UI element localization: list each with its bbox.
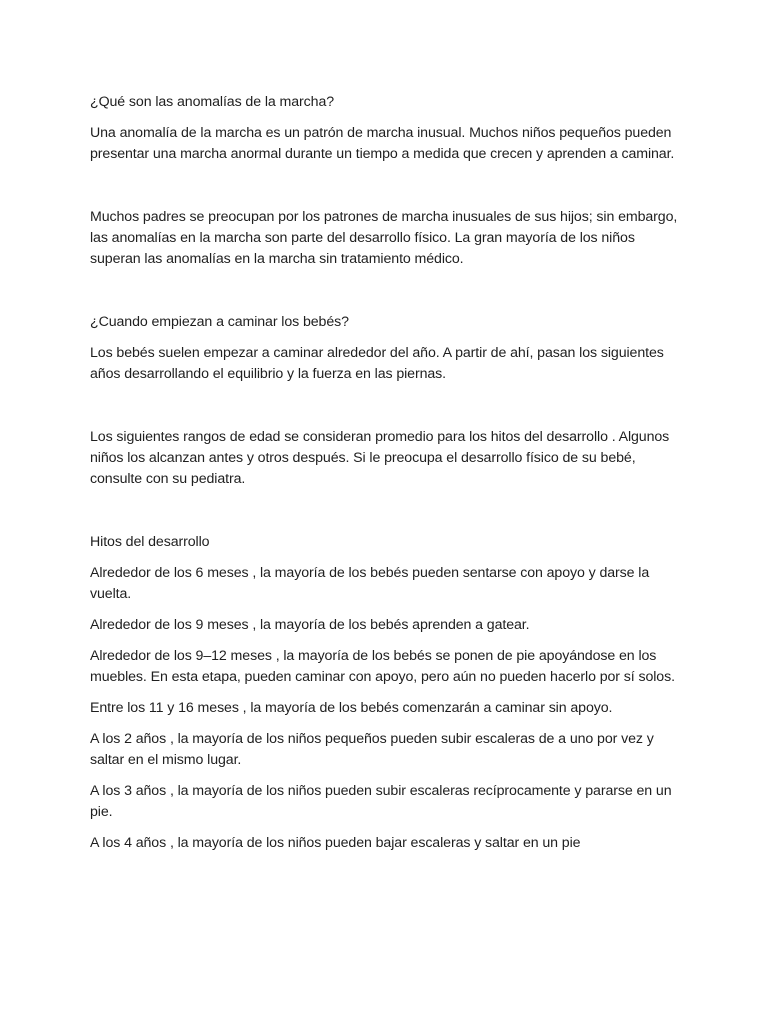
spacer xyxy=(90,823,682,833)
milestone-11-16-months: Entre los 11 y 16 meses , la mayoría de los bebés comenzarán a caminar sin apoyo. xyxy=(90,700,613,716)
paragraph-parents-concern: Muchos padres se preocupan por los patrones de marcha inusuales de sus hijos; sin embargo, las anomalías en la marcha son parte del desarrollo físico. La gran mayoría de los niños superan las anomalías en la marcha sin tratamiento médico. xyxy=(90,209,678,267)
milestone-2-years: A los 2 años , la mayoría de los niños pequeños pueden subir escaleras de a uno por vez y saltar en el mismo lugar. xyxy=(90,731,654,768)
heading-when-babies-walk: ¿Cuando empiezan a caminar los bebés? xyxy=(90,314,349,330)
paragraph-walking-age: Los bebés suelen empezar a caminar alrededor del año. A partir de ahí, pasan los siguientes años desarrollando el equilibrio y la fuerza en las piernas. xyxy=(90,345,664,382)
document-page xyxy=(90,92,682,854)
spacer xyxy=(90,719,682,729)
milestone-9-12-months: Alrededor de los 9–12 meses , la mayoría de los bebés se ponen de pie apoyándose en los muebles. En esta etapa, pueden caminar con apoyo, pero aún no pueden hacerlo por sí solos. xyxy=(90,648,675,685)
paragraph-definition: Una anomalía de la marcha es un patrón de marcha inusual. Muchos niños pequeños pueden presentar una marcha anormal durante un tiempo a medida que crecen y aprenden a caminar. xyxy=(90,125,675,162)
paragraph-age-ranges: Los siguientes rangos de edad se consideran promedio para los hitos del desarrollo . Algunos niños los alcanzan antes y otros después. Si le preocupa el desarrollo físico de su bebé, consulte con su pediatra. xyxy=(90,429,670,487)
spacer xyxy=(90,636,682,646)
spacer xyxy=(90,270,682,312)
spacer xyxy=(90,605,682,615)
spacer xyxy=(90,333,682,343)
milestone-6-months: Alrededor de los 6 meses , la mayoría de los bebés pueden sentarse con apoyo y darse la vuelta. xyxy=(90,565,650,602)
heading-gait-anomalies: ¿Qué son las anomalías de la marcha? xyxy=(90,94,335,110)
spacer xyxy=(90,688,682,698)
spacer xyxy=(90,553,682,563)
milestone-9-months: Alrededor de los 9 meses , la mayoría de los bebés aprenden a gatear. xyxy=(90,617,530,633)
spacer xyxy=(90,385,682,427)
spacer xyxy=(90,771,682,781)
spacer xyxy=(90,490,682,532)
heading-milestones: Hitos del desarrollo xyxy=(90,534,210,550)
milestone-3-years: A los 3 años , la mayoría de los niños pueden subir escaleras recíprocamente y pararse en un pie. xyxy=(90,783,672,820)
spacer xyxy=(90,165,682,207)
milestone-4-years: A los 4 años , la mayoría de los niños pueden bajar escaleras y saltar en un pie xyxy=(90,835,581,851)
spacer xyxy=(90,113,682,123)
